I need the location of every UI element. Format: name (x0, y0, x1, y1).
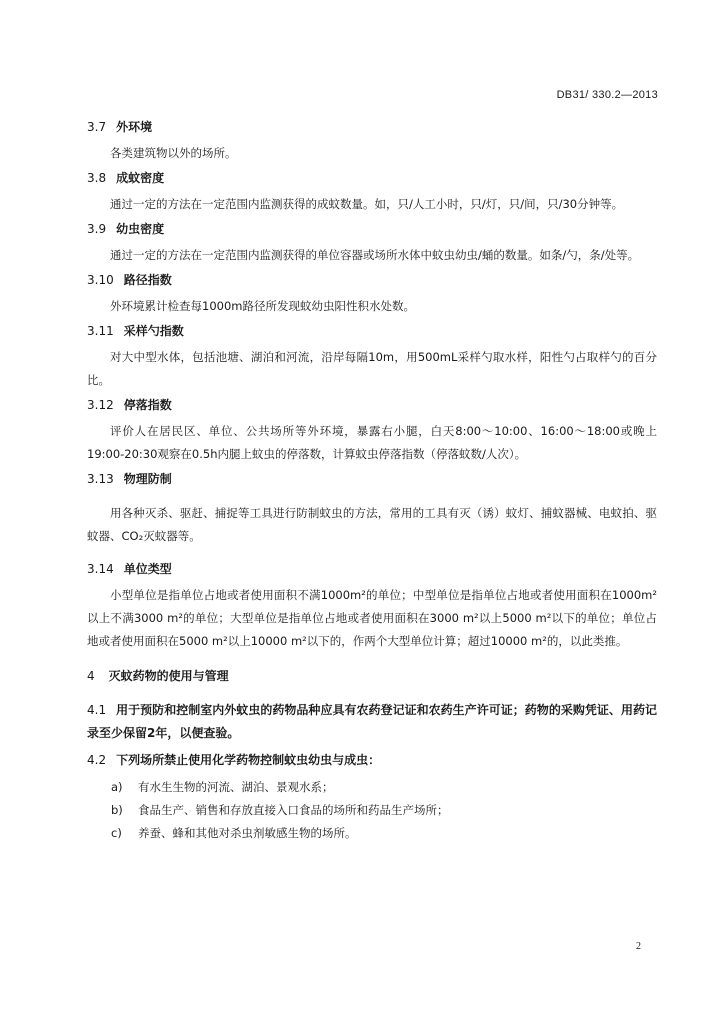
section-3-13 (87, 470, 657, 548)
section-text: 外环境累计检查每1000m路径所发现蚊幼虫阳性积水处数。 (110, 299, 415, 313)
section-title: 成蚊密度 (116, 171, 165, 185)
section-number: 3.13 (87, 472, 114, 486)
list-item (87, 822, 657, 845)
chapter-heading (87, 667, 657, 685)
list-item (87, 799, 657, 822)
section-number: 3.10 (87, 273, 114, 287)
section-number: 4.1 (87, 703, 107, 717)
section-3-8 (87, 169, 657, 216)
section-text: 通过一定的方法在一定范围内监测获得的成蚊数量。如，只/人工小时，只/灯，只/间，只/30分钟等。 (110, 197, 624, 211)
list-item-text: 养蚕、蜂和其他对杀虫剂敏感生物的场所。 (138, 826, 357, 840)
section-3-9 (87, 220, 657, 267)
list-marker: a) (111, 780, 123, 794)
section-title: 单位类型 (123, 562, 172, 576)
section-heading (87, 396, 657, 414)
section-text: 各类建筑物以外的场所。 (110, 146, 237, 160)
section-4-1 (87, 699, 657, 745)
chapter-title: 灭蚊药物的使用与管理 (108, 669, 229, 683)
section-4-2 (87, 749, 657, 772)
document-body (87, 118, 657, 845)
section-title: 路径指数 (123, 273, 172, 287)
section-text: 用各种灭杀、驱赶、捕捉等工具进行防制蚊虫的方法，常用的工具有灭（诱）蚊灯、捕蚊器械、电蚊拍、驱蚊器、CO₂灭蚊器等。 (87, 506, 657, 543)
section-number: 3.11 (87, 324, 114, 338)
section-number: 3.12 (87, 398, 114, 412)
section-number: 3.8 (87, 171, 107, 185)
list-item-text: 有水生生物的河流、湖泊、景观水系； (138, 780, 334, 794)
section-number: 3.7 (87, 120, 107, 134)
section-3-7 (87, 118, 657, 165)
section-heading (87, 169, 657, 187)
section-3-12 (87, 396, 657, 466)
section-text: 小型单位是指单位占地或者使用面积不满1000m²的单位；中型单位是指单位占地或者使用面积在1000m²以上不满3000 m²的单位；大型单位是指单位占地或者使用面积在3000 m²以上5000 m²以下的单位；单位占地或者使用面积在5000 m²以上10000 m²以下的，作两个大型单位计算；超过10000 m²的，以此类推。 (87, 588, 657, 648)
prohibited-sites-list (87, 776, 657, 845)
list-item-text: 食品生产、销售和存放直接入口食品的场所和药品生产场所； (138, 803, 449, 817)
section-text: 用于预防和控制室内外蚊虫的药物品种应具有农药登记证和农药生产许可证；药物的采购凭证、用药记录至少保留2年，以便查验。 (87, 703, 657, 740)
section-3-11 (87, 322, 657, 392)
section-text: 评价人在居民区、单位、公共场所等外环境，暴露右小腿，白天8:00～10:00、16:00～18:00或晚上19:00-20:30观察在0.5h内腿上蚊虫的停落数，计算蚊虫停落指数（停落蚊数/人次）。 (87, 424, 657, 461)
section-text: 通过一定的方法在一定范围内监测获得的单位容器或场所水体中蚊虫幼虫/蛹的数量。如条/勺，条/处等。 (110, 248, 640, 262)
section-text: 对大中型水体，包括池塘、湖泊和河流，沿岸每隔10m，用500mL采样勺取水样，阳性勺占取样勺的百分比。 (87, 350, 657, 387)
list-marker: c) (111, 826, 122, 840)
section-heading (87, 470, 657, 488)
section-title: 物理防制 (123, 472, 172, 486)
section-4-1-text (87, 699, 657, 745)
section-4-2-text (87, 749, 657, 772)
section-number: 3.9 (87, 222, 107, 236)
chapter-4 (87, 667, 657, 685)
section-number: 3.14 (87, 562, 114, 576)
section-3-10 (87, 271, 657, 318)
section-title: 幼虫密度 (116, 222, 165, 236)
section-heading (87, 322, 657, 340)
section-title: 外环境 (116, 120, 153, 134)
section-3-14 (87, 560, 657, 653)
list-item (87, 776, 657, 799)
section-heading (87, 220, 657, 238)
section-heading (87, 560, 657, 578)
section-title: 采样勺指数 (123, 324, 184, 338)
section-heading (87, 118, 657, 136)
chapter-number: 4 (87, 669, 95, 683)
standard-code: DB31/ 330.2—2013 (556, 89, 658, 101)
page-number: 2 (636, 941, 641, 952)
section-title: 停落指数 (123, 398, 172, 412)
section-number: 4.2 (87, 753, 107, 767)
section-heading (87, 271, 657, 289)
section-text: 下列场所禁止使用化学药物控制蚊虫幼虫与成虫： (116, 753, 381, 767)
list-marker: b) (111, 803, 123, 817)
